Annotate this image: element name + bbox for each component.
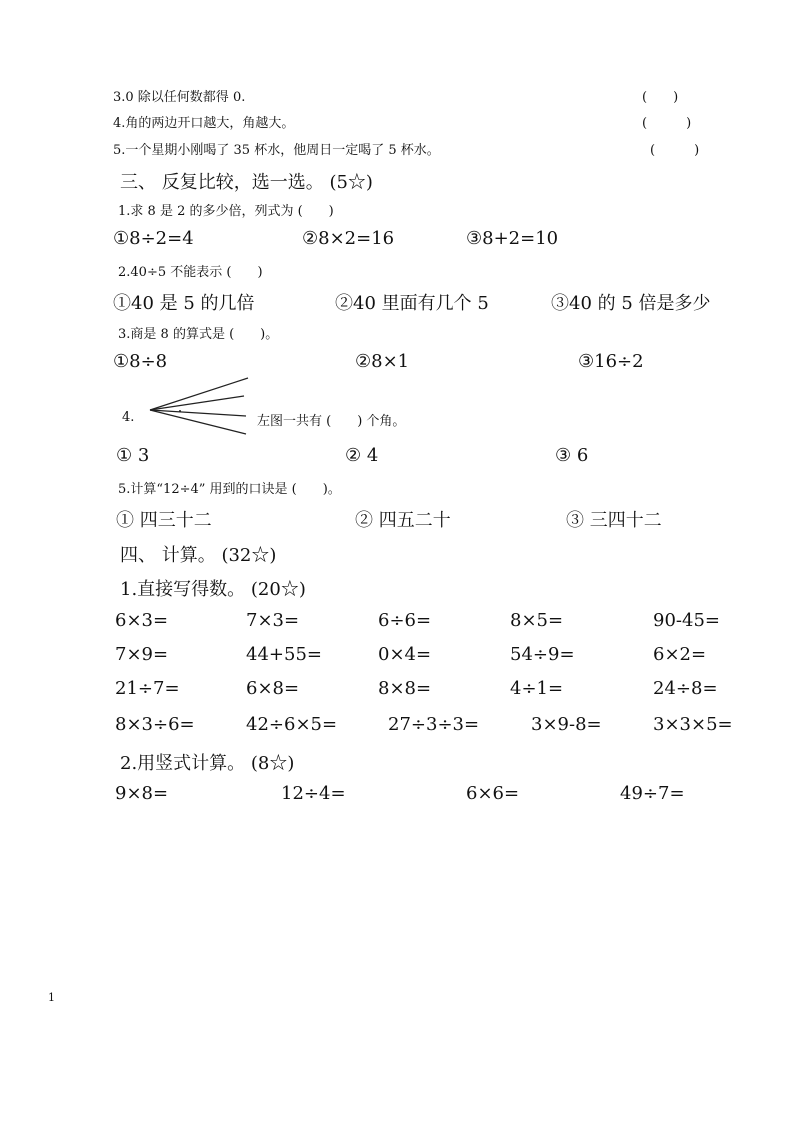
page-number: 1 bbox=[48, 991, 55, 1004]
calc-r4-c3[interactable]: 27÷3÷3= bbox=[388, 714, 480, 735]
calc-r4-c1[interactable]: 8×3÷6= bbox=[115, 714, 195, 735]
choice-q5-option-1[interactable]: ① 四三十二 bbox=[116, 510, 212, 531]
calc-r2-c1[interactable]: 7×9= bbox=[115, 644, 169, 665]
vertical-calc-1[interactable]: 9×8= bbox=[115, 783, 169, 804]
choice-q5-option-2[interactable]: ② 四五二十 bbox=[355, 510, 451, 531]
choice-q1-option-2[interactable]: ②8×2=16 bbox=[302, 228, 395, 249]
angle-ray-2 bbox=[150, 396, 244, 410]
calc-r3-c2[interactable]: 6×8= bbox=[246, 678, 300, 699]
choice-q2-prompt: 2.40÷5 不能表示 ( ) bbox=[118, 265, 263, 280]
section3-title: 三、 反复比较，选一选。 (5☆) bbox=[120, 172, 373, 193]
calc-r2-c5[interactable]: 6×2= bbox=[653, 644, 707, 665]
calc-r3-c3[interactable]: 8×8= bbox=[378, 678, 432, 699]
vertical-calc-4[interactable]: 49÷7= bbox=[620, 783, 685, 804]
calc-r3-c5[interactable]: 24÷8= bbox=[653, 678, 718, 699]
calc-r1-c4[interactable]: 8×5= bbox=[510, 610, 564, 631]
calc-r2-c4[interactable]: 54÷9= bbox=[510, 644, 575, 665]
calc-r4-c2[interactable]: 42÷6×5= bbox=[246, 714, 338, 735]
angle-figure bbox=[140, 374, 260, 440]
calc-r4-c4[interactable]: 3×9-8= bbox=[531, 714, 602, 735]
calc-r3-c1[interactable]: 21÷7= bbox=[115, 678, 180, 699]
choice-q5-prompt: 5.计算“12÷4” 用到的口诀是 ( )。 bbox=[118, 482, 341, 497]
tf-item-4: 4.角的两边开口越大，角越大。 bbox=[113, 116, 295, 131]
calc-r1-c1[interactable]: 6×3= bbox=[115, 610, 169, 631]
tf-item-5: 5.一个星期小刚喝了 35 杯水，他周日一定喝了 5 杯水。 bbox=[113, 143, 440, 158]
choice-q2-option-2[interactable]: ②40 里面有几个 5 bbox=[335, 293, 489, 314]
calc-r4-c5[interactable]: 3×3×5= bbox=[653, 714, 733, 735]
choice-q4-option-2[interactable]: ② 4 bbox=[345, 445, 379, 466]
choice-q4-prompt: 左图一共有 ( ) 个角。 bbox=[257, 414, 406, 429]
section4-sub1-title: 1.直接写得数。 (20☆) bbox=[120, 579, 306, 600]
choice-q1-option-1[interactable]: ①8÷2=4 bbox=[113, 228, 194, 249]
vertical-calc-3[interactable]: 6×6= bbox=[466, 783, 520, 804]
angle-ray-1 bbox=[150, 378, 248, 410]
tf-answer-paren-3[interactable]: ( ) bbox=[642, 90, 679, 105]
tf-answer-paren-4[interactable]: ( ) bbox=[642, 116, 692, 131]
choice-q5-option-3[interactable]: ③ 三四十二 bbox=[566, 510, 662, 531]
vertical-calc-2[interactable]: 12÷4= bbox=[281, 783, 346, 804]
section4-title: 四、 计算。 (32☆) bbox=[120, 545, 277, 566]
calc-r1-c3[interactable]: 6÷6= bbox=[378, 610, 432, 631]
choice-q4-option-3[interactable]: ③ 6 bbox=[555, 445, 589, 466]
choice-q3-option-1[interactable]: ①8÷8 bbox=[113, 351, 168, 372]
choice-q1-prompt: 1.求 8 是 2 的多少倍，列式为 ( ) bbox=[118, 204, 334, 219]
choice-q3-prompt: 3.商是 8 的算式是 ( )。 bbox=[118, 327, 279, 342]
choice-q4-number: 4. bbox=[122, 410, 135, 425]
angle-vertex-mark bbox=[179, 410, 181, 412]
choice-q4-option-1[interactable]: ① 3 bbox=[116, 445, 150, 466]
section4-sub2-title: 2.用竖式计算。 (8☆) bbox=[120, 753, 295, 774]
tf-answer-paren-5[interactable]: ( ) bbox=[650, 143, 700, 158]
choice-q2-option-1[interactable]: ①40 是 5 的几倍 bbox=[113, 293, 255, 314]
tf-item-3: 3.0 除以任何数都得 0. bbox=[113, 90, 246, 105]
calc-r3-c4[interactable]: 4÷1= bbox=[510, 678, 564, 699]
choice-q2-option-3[interactable]: ③40 的 5 倍是多少 bbox=[551, 293, 711, 314]
calc-r2-c2[interactable]: 44+55= bbox=[246, 644, 322, 665]
choice-q3-option-2[interactable]: ②8×1 bbox=[355, 351, 410, 372]
calc-r1-c5[interactable]: 90-45= bbox=[653, 610, 720, 631]
calc-r1-c2[interactable]: 7×3= bbox=[246, 610, 300, 631]
choice-q1-option-3[interactable]: ③8+2=10 bbox=[466, 228, 559, 249]
calc-r2-c3[interactable]: 0×4= bbox=[378, 644, 432, 665]
choice-q3-option-3[interactable]: ③16÷2 bbox=[578, 351, 644, 372]
